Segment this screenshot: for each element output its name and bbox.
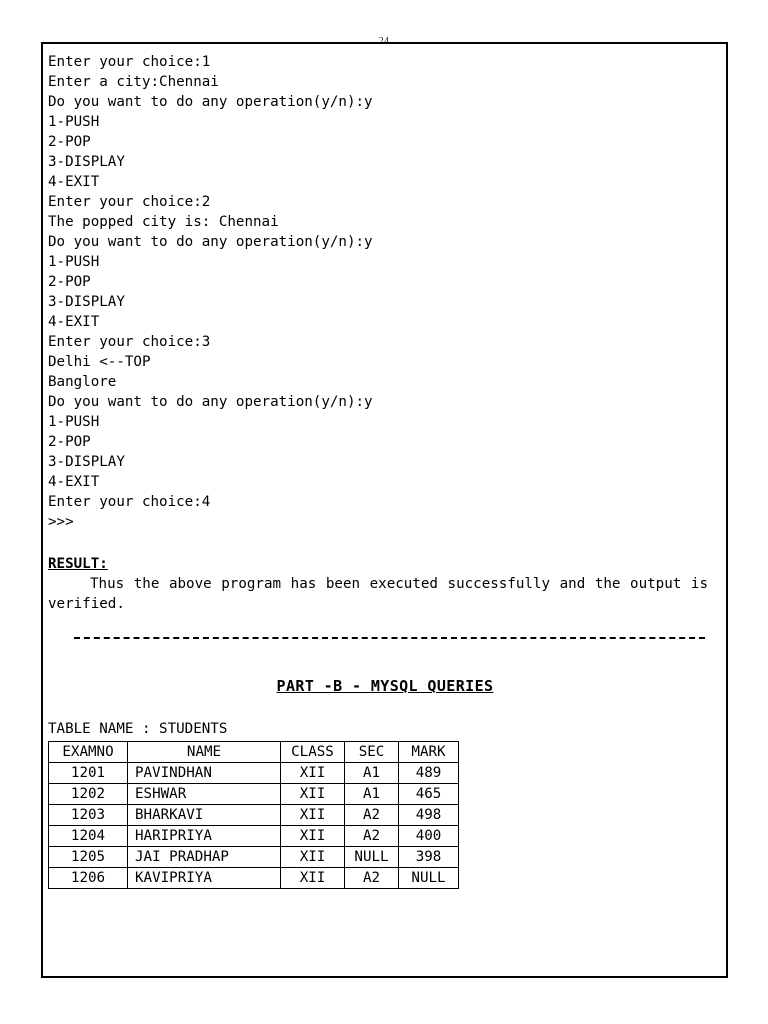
table-cell: A2	[345, 868, 399, 889]
console-line: 1-PUSH	[48, 114, 100, 130]
table-cell: 1202	[49, 784, 128, 805]
console-line: Enter your choice:2	[48, 194, 211, 210]
console-line: Do you want to do any operation(y/n):y	[48, 94, 373, 110]
console-line: 1-PUSH	[48, 414, 100, 430]
table-cell: 1206	[49, 868, 128, 889]
table-cell: 489	[399, 763, 459, 784]
students-table-head	[49, 742, 459, 763]
table-cell: 1205	[49, 847, 128, 868]
table-row	[49, 763, 459, 784]
table-cell: XII	[281, 763, 345, 784]
table-cell: 465	[399, 784, 459, 805]
console-line: 2-POP	[48, 274, 91, 290]
result-paragraph	[48, 574, 708, 614]
console-line: Delhi <--TOP	[48, 354, 151, 370]
console-line: Enter a city:Chennai	[48, 74, 219, 90]
table-cell: XII	[281, 826, 345, 847]
table-cell: BHARKAVI	[128, 805, 281, 826]
result-paragraph-text: Thus the above program has been executed successfully and the output is verified.	[48, 576, 708, 612]
console-line: 4-EXIT	[48, 474, 100, 490]
table-cell: PAVINDHAN	[128, 763, 281, 784]
table-cell: 498	[399, 805, 459, 826]
table-cell: KAVIPRIYA	[128, 868, 281, 889]
console-line: 1-PUSH	[48, 254, 100, 270]
console-line: 2-POP	[48, 434, 91, 450]
part-b-heading-row	[48, 676, 722, 698]
console-line: 3-DISPLAY	[48, 454, 125, 470]
table-cell: XII	[281, 868, 345, 889]
result-heading-row	[48, 552, 722, 573]
console-line: 4-EXIT	[48, 174, 100, 190]
table-row	[49, 826, 459, 847]
console-line: Banglore	[48, 374, 117, 390]
table-cell: 1201	[49, 763, 128, 784]
console-line: Enter your choice:1	[48, 54, 211, 70]
console-line: The popped city is: Chennai	[48, 214, 279, 230]
table-cell: 398	[399, 847, 459, 868]
table-cell: 1204	[49, 826, 128, 847]
console-line: 4-EXIT	[48, 314, 100, 330]
result-heading: RESULT:	[48, 556, 108, 572]
table-name-label: TABLE NAME : STUDENTS	[48, 721, 228, 737]
table-header-row	[49, 742, 459, 763]
part-b-heading: PART -B - MYSQL QUERIES	[276, 677, 494, 695]
table-cell: XII	[281, 784, 345, 805]
console-line: Do you want to do any operation(y/n):y	[48, 234, 373, 250]
column-header-examno: EXAMNO	[49, 742, 128, 763]
page-frame	[41, 42, 728, 978]
console-output-block	[48, 52, 722, 532]
console-line: >>>	[48, 514, 74, 530]
table-cell: ESHWAR	[128, 784, 281, 805]
table-cell: A2	[345, 826, 399, 847]
section-divider	[48, 637, 722, 653]
table-cell: XII	[281, 805, 345, 826]
column-header-mark: MARK	[399, 742, 459, 763]
page-content	[48, 52, 722, 976]
console-line: Enter your choice:4	[48, 494, 211, 510]
table-cell: JAI PRADHAP	[128, 847, 281, 868]
column-header-sec: SEC	[345, 742, 399, 763]
table-row	[49, 805, 459, 826]
table-cell: 1203	[49, 805, 128, 826]
table-row	[49, 868, 459, 889]
students-table-body	[49, 763, 459, 889]
table-row	[49, 847, 459, 868]
students-table	[48, 741, 459, 889]
column-header-name: NAME	[128, 742, 281, 763]
table-cell: 400	[399, 826, 459, 847]
table-row	[49, 784, 459, 805]
console-line: Enter your choice:3	[48, 334, 211, 350]
table-cell: A2	[345, 805, 399, 826]
column-header-class: CLASS	[281, 742, 345, 763]
table-cell: NULL	[345, 847, 399, 868]
dashed-divider-line	[74, 637, 705, 639]
console-line: 3-DISPLAY	[48, 294, 125, 310]
console-line: 2-POP	[48, 134, 91, 150]
blank-line	[48, 532, 722, 552]
console-line: Do you want to do any operation(y/n):y	[48, 394, 373, 410]
console-line: 3-DISPLAY	[48, 154, 125, 170]
table-cell: NULL	[399, 868, 459, 889]
table-cell: A1	[345, 763, 399, 784]
table-cell: HARIPRIYA	[128, 826, 281, 847]
table-cell: A1	[345, 784, 399, 805]
table-cell: XII	[281, 847, 345, 868]
